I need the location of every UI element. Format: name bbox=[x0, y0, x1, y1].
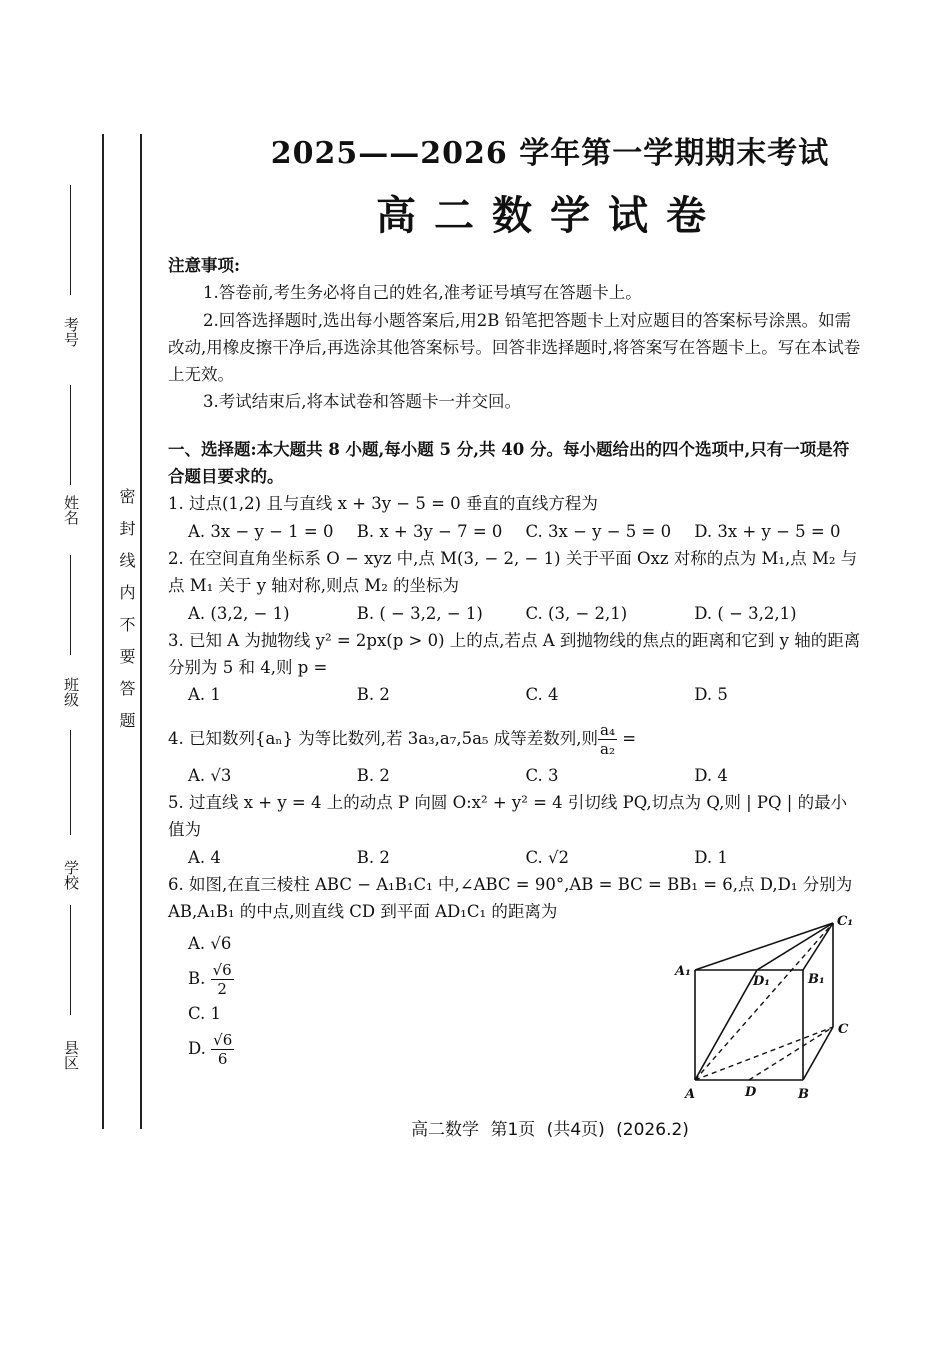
question-2-option-a[interactable]: A. (3,2, − 1) bbox=[188, 603, 290, 623]
question-6-option-d-label: D. bbox=[188, 1039, 206, 1059]
notes-heading: 注意事项: bbox=[168, 256, 241, 275]
question-6-option-b-label: B. bbox=[188, 968, 206, 988]
field-class-line[interactable] bbox=[70, 555, 71, 655]
question-3-option-c[interactable]: C. 4 bbox=[525, 685, 559, 705]
question-4-fraction-numerator: a₄ bbox=[600, 720, 615, 739]
question-2-option-c[interactable]: C. (3, − 2,1) bbox=[525, 603, 628, 623]
binding-line-outer bbox=[102, 134, 104, 1129]
prism-figure bbox=[665, 905, 865, 1105]
question-2-stem: 2. 在空间直角坐标系 O − xyz 中,点 M(3, − 2, − 1) 关于平面 Oxz 对称的点为 M₁,点 M₂ 与点 M₁ 关于 y 轴对称,则点 M₂ 的坐标为 bbox=[168, 548, 858, 596]
seal-line-notice: 密封线内不要答题 bbox=[117, 488, 136, 744]
label-d1: D₁ bbox=[753, 974, 770, 989]
question-1-option-c[interactable]: C. 3x − y − 5 = 0 bbox=[525, 521, 672, 541]
section-heading: 一、选择题:本大题共 8 小题,每小题 5 分,共 40 分。每小题给出的四个选项中,只有一项是符合题目要求的。 bbox=[168, 439, 850, 487]
question-4-option-b[interactable]: B. 2 bbox=[356, 765, 390, 785]
question-6-option-d-denominator: 6 bbox=[217, 1050, 228, 1069]
question-4-option-a[interactable]: A. √3 bbox=[188, 765, 232, 785]
question-4-options bbox=[168, 762, 863, 789]
field-exam-number-line[interactable] bbox=[70, 185, 71, 295]
field-name-label: 姓名 bbox=[62, 495, 80, 525]
label-a1: A₁ bbox=[675, 964, 691, 979]
label-c: C bbox=[838, 1022, 849, 1037]
field-school-line[interactable] bbox=[70, 730, 71, 835]
label-a: A bbox=[685, 1087, 696, 1102]
question-1-stem: 1. 过点(1,2) 且与直线 x + 3y − 5 = 0 垂直的直线方程为 bbox=[168, 494, 598, 514]
note-item-2: 2.回答选择题时,选出每小题答案后,用2B 铅笔把答题卡上对应题目的答案标号涂黑。如需改动,用橡皮擦干净后,再选涂其他答案标号。回答非选择题时,将答案写在答题卡上。写在本试卷上无效。 bbox=[168, 310, 861, 385]
question-3-option-d[interactable]: D. 5 bbox=[694, 685, 728, 705]
question-4-stem bbox=[168, 721, 863, 758]
question-5-stem: 5. 过直线 x + y = 4 上的动点 P 向圆 O:x² + y² = 4 引切线 PQ,切点为 Q,则 | PQ | 的最小值为 bbox=[168, 793, 848, 840]
question-4-stem-text: 4. 已知数列{aₙ} 为等比数列,若 3a₃,a₇,5a₅ 成等差数列,则 bbox=[168, 728, 599, 748]
question-6-option-b-fraction bbox=[211, 961, 234, 998]
field-class-label: 班级 bbox=[62, 677, 80, 707]
question-4-fraction bbox=[598, 721, 617, 758]
field-name-line[interactable] bbox=[70, 385, 71, 485]
question-3-options bbox=[168, 681, 863, 708]
label-c1: C₁ bbox=[837, 914, 854, 929]
field-class[interactable] bbox=[42, 555, 82, 725]
question-5-option-d[interactable]: D. 1 bbox=[694, 847, 728, 867]
question-5-options bbox=[168, 844, 863, 871]
question-5-option-a[interactable]: A. 4 bbox=[188, 847, 221, 867]
edge-a1-c1 bbox=[695, 923, 833, 970]
question-6-stem: 6. 如图,在直三棱柱 ABC − A₁B₁C₁ 中,∠ABC = 90°,AB = BC = BB₁ = 6,点 D,D₁ 分别为 AB,A₁B₁ 的中点,则直线 CD 到平面 AD₁C₁ 的距离为 bbox=[168, 874, 853, 922]
question-4-stem-suffix: = bbox=[617, 728, 637, 748]
question-3-option-a[interactable]: A. 1 bbox=[188, 685, 221, 705]
question-5-option-c[interactable]: C. √2 bbox=[525, 847, 570, 867]
field-exam-number[interactable] bbox=[42, 185, 82, 380]
question-6-option-a[interactable]: A. √6 bbox=[188, 933, 232, 953]
question-3-option-b[interactable]: B. 2 bbox=[356, 685, 390, 705]
edge-b1-c1 bbox=[803, 923, 833, 970]
question-6-option-d-fraction bbox=[211, 1031, 234, 1068]
label-b: B bbox=[798, 1087, 809, 1102]
question-1-option-b[interactable]: B. x + 3y − 7 = 0 bbox=[356, 521, 503, 541]
field-county-label: 县区 bbox=[62, 1040, 80, 1070]
question-5-option-b[interactable]: B. 2 bbox=[356, 847, 390, 867]
question-2-option-b[interactable]: B. ( − 3,2, − 1) bbox=[356, 603, 483, 623]
question-3-stem: 3. 已知 A 为抛物线 y² = 2px(p > 0) 上的点,若点 A 到抛物线的焦点的距离和它到 y 轴的距离分别为 5 和 4,则 p = bbox=[168, 630, 861, 678]
segment-c-d bbox=[749, 1027, 833, 1080]
note-item-1: 1.答卷前,考生务必将自己的姓名,准考证号填写在答题卡上。 bbox=[203, 283, 642, 303]
field-name[interactable] bbox=[42, 385, 82, 545]
question-1-options bbox=[168, 518, 863, 545]
question-1-option-d[interactable]: D. 3x + y − 5 = 0 bbox=[694, 521, 841, 541]
note-item-3: 3.考试结束后,将本试卷和答题卡一并交回。 bbox=[203, 392, 521, 412]
page-footer: 高二数学 第1页 (共4页) (2026.2) bbox=[411, 1120, 689, 1140]
question-2-option-d[interactable]: D. ( − 3,2,1) bbox=[694, 603, 797, 623]
question-1-option-a[interactable]: A. 3x − y − 1 = 0 bbox=[188, 521, 334, 541]
question-4-option-d[interactable]: D. 4 bbox=[694, 765, 728, 785]
label-b1: B₁ bbox=[808, 972, 825, 987]
field-county[interactable] bbox=[42, 905, 82, 1080]
segment-a-c bbox=[695, 1027, 833, 1080]
question-6-option-b-numerator: √6 bbox=[212, 960, 232, 979]
binding-margin bbox=[0, 0, 150, 1140]
field-school-label: 学校 bbox=[62, 860, 80, 890]
question-4-fraction-denominator: a₂ bbox=[600, 739, 615, 758]
exam-title: 2025——2026 学年第一学期期末考试 bbox=[270, 136, 830, 171]
label-d: D bbox=[745, 1085, 757, 1100]
field-county-line[interactable] bbox=[70, 905, 71, 1015]
segment-d1-c1 bbox=[757, 923, 833, 970]
question-2-options bbox=[168, 600, 863, 627]
question-4-option-c[interactable]: C. 3 bbox=[525, 765, 559, 785]
question-6-option-d-numerator: √6 bbox=[213, 1031, 233, 1050]
binding-line-inner bbox=[140, 134, 142, 1129]
segment-a-d1 bbox=[695, 970, 757, 1080]
question-6-option-b-denominator: 2 bbox=[217, 979, 227, 998]
edge-b-c bbox=[803, 1027, 833, 1080]
field-school[interactable] bbox=[42, 730, 82, 900]
subject-title: 高二数学试卷 bbox=[376, 192, 724, 239]
field-exam-number-label: 考号 bbox=[62, 317, 80, 347]
question-6-option-c[interactable]: C. 1 bbox=[188, 1003, 222, 1023]
